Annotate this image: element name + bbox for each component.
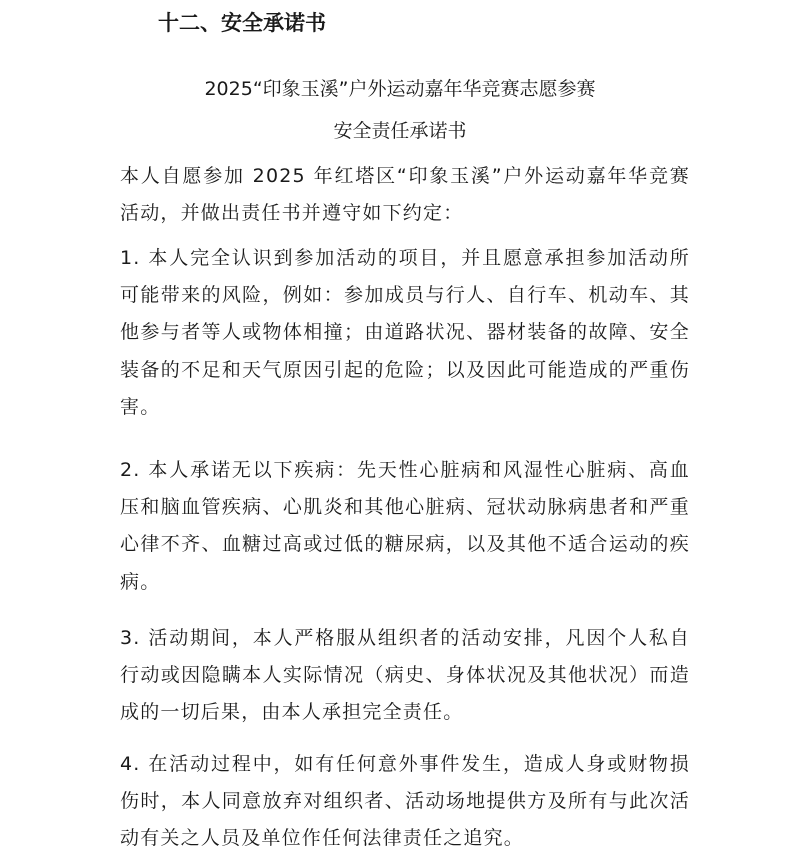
intro-paragraph: 本人自愿参加 2025 年红塔区“印象玉溪”户外运动嘉年华竞赛活动，并做出责任书并遵守如下约定： <box>120 165 690 225</box>
clause-4-paragraph: 4. 在活动过程中，如有任何意外事件发生，造成人身或财物损伤时，本人同意放弃对组织者、活动场地提供方及所有与此次活动有关之人员及单位作任何法律责任之追究。 <box>120 753 690 850</box>
document-title-line-1: 2025“印象玉溪”户外运动嘉年华竞赛志愿参赛 <box>204 78 596 100</box>
clause-1-paragraph: 1. 本人完全认识到参加活动的项目，并且愿意承担参加活动所可能带来的风险，例如：参加成员与行人、自行车、机动车、其他参与者等人或物体相撞；由道路状况、器材装备的故障、安全装备的不足和天气原因引起的危险；以及因此可能造成的严重伤害。 <box>120 247 690 418</box>
clause-2-paragraph: 2. 本人承诺无以下疾病：先天性心脏病和风湿性心脏病、高血压和脑血管疾病、心肌炎和其他心脏病、冠状动脉病患者和严重心律不齐、血糖过高或过低的糖尿病，以及其他不适合运动的疾病。 <box>120 459 690 593</box>
document-title-line-2: 安全责任承诺书 <box>333 120 467 142</box>
clause-3-paragraph: 3. 活动期间，本人严格服从组织者的活动安排，凡因个人私自行动或因隐瞒本人实际情况（病史、身体状况及其他状况）而造成的一切后果，由本人承担完全责任。 <box>120 627 690 724</box>
section-heading: 十二、安全承诺书 <box>158 11 326 35</box>
